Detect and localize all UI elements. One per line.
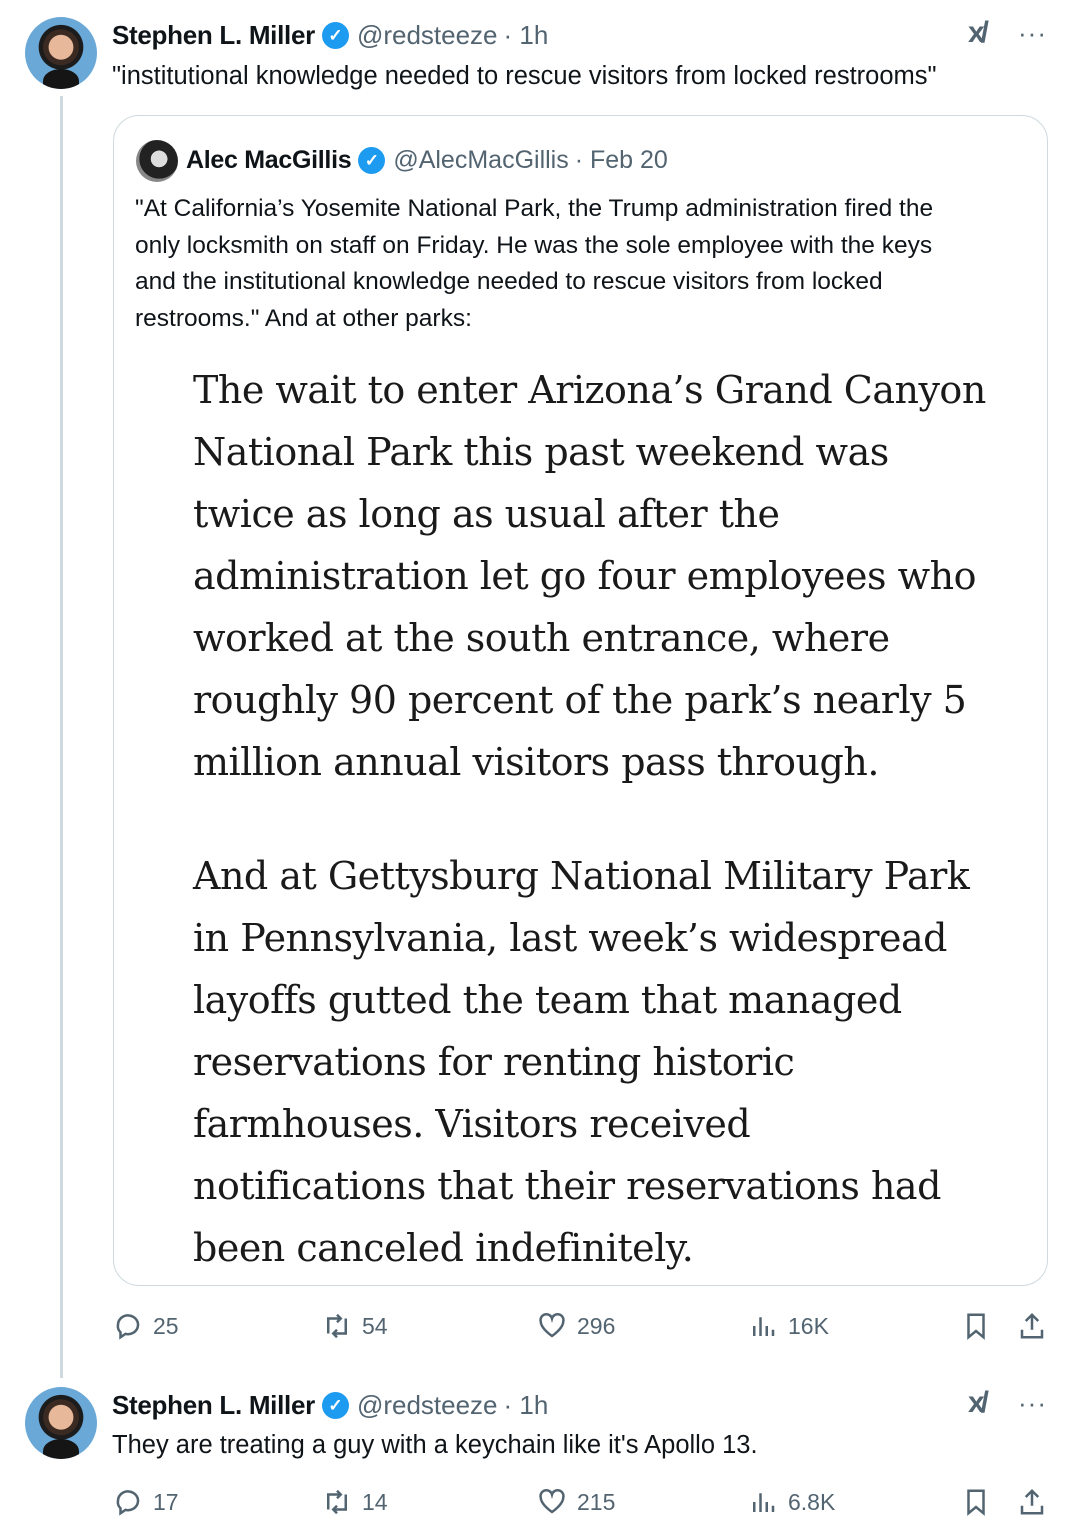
verified-icon: ✓ [322,1392,349,1419]
quote-line: restrooms." And at other parks: [135,304,472,332]
excerpt-line: worked at the south entrance, where [193,616,890,660]
excerpt-line: roughly 90 percent of the park’s nearly 5 [193,678,967,722]
reply-count: 17 [153,1488,179,1515]
heart-icon [537,1311,567,1341]
quote-line: and the institutional knowledge needed to rescue visitors from locked [135,268,883,295]
repost-button[interactable] [322,1311,388,1341]
quote-line: only locksmith on staff on Friday. He was the sole employee with the keys [135,231,933,259]
excerpt-line: been canceled indefinitely. [193,1226,694,1270]
views-button[interactable] [748,1311,829,1341]
repost-count: 14 [362,1488,388,1515]
quote-line: "At California’s Yosemite National Park, the Trump administration fired the [135,195,934,222]
reply-icon [113,1311,143,1341]
quote-timestamp: · Feb 20 [574,146,668,174]
more-icon[interactable]: ··· [1018,1388,1047,1418]
quote-author-name: Alec MacGillis [186,146,352,174]
reply-button[interactable] [113,1311,179,1341]
quote-author-handle: @AlecMacGillis [393,146,569,174]
like-count: 215 [577,1488,616,1515]
excerpt-line: layoffs gutted the team that managed [193,978,902,1022]
author-name[interactable]: Stephen L. Miller [112,20,315,50]
like-button[interactable] [537,1311,615,1341]
views-count: 6.8K [788,1488,836,1515]
tweet-text: "institutional knowledge needed to rescue visitors from locked restrooms" [112,62,937,90]
quote-header [186,146,668,175]
repost-count: 54 [362,1312,388,1339]
author-name[interactable]: Stephen L. Miller [112,1390,315,1420]
quote-text [135,191,933,337]
quoted-tweet[interactable] [113,115,1048,1286]
thread-line [60,96,63,1378]
timestamp[interactable]: · 1h [503,1390,549,1420]
excerpt-line: The wait to enter Arizona’s Grand Canyon [193,368,986,412]
grok-icon[interactable]: x/ [968,16,986,49]
bookmark-button[interactable] [961,1311,991,1341]
share-icon [1017,1487,1047,1517]
excerpt-line: reservations for renting historic [193,1040,795,1084]
excerpt-line: notifications that their reservations had [193,1164,941,1208]
views-icon [748,1311,778,1341]
more-icon[interactable]: ··· [1018,18,1047,48]
bookmark-icon [961,1487,991,1517]
reply-count: 25 [153,1312,179,1339]
author-handle[interactable]: @redsteeze [356,20,498,50]
author-handle[interactable]: @redsteeze [356,1390,498,1420]
share-button[interactable] [1017,1487,1047,1517]
views-icon [748,1487,778,1517]
heart-icon [537,1487,567,1517]
verified-icon: ✓ [322,22,349,49]
excerpt-line: And at Gettysburg National Military Park [193,854,970,898]
share-button[interactable] [1017,1311,1047,1341]
repost-icon [322,1311,352,1341]
repost-icon [322,1487,352,1517]
bookmark-button[interactable] [961,1487,991,1517]
quote-image-article-excerpt[interactable] [193,359,986,1279]
excerpt-line: farmhouses. Visitors received [193,1102,751,1146]
tweet-text: They are treating a guy with a keychain like it's Apollo 13. [112,1431,758,1459]
views-button[interactable] [748,1487,835,1517]
avatar[interactable] [25,1387,97,1459]
tweet-header [112,1390,548,1421]
repost-button[interactable] [322,1487,388,1517]
reply-icon [113,1487,143,1517]
avatar[interactable] [25,17,97,89]
bookmark-icon [961,1311,991,1341]
verified-icon: ✓ [358,147,385,174]
excerpt-line: million annual visitors pass through. [193,740,879,784]
tweet-header [112,20,548,51]
excerpt-line: twice as long as usual after the [193,492,780,536]
excerpt-line: National Park this past weekend was [193,430,889,474]
excerpt-line: in Pennsylvania, last week’s widespread [193,916,947,960]
grok-icon[interactable]: x/ [968,1386,986,1419]
excerpt-line: administration let go four employees who [193,554,976,598]
views-count: 16K [788,1312,829,1339]
reply-button[interactable] [113,1487,179,1517]
share-icon [1017,1311,1047,1341]
quote-avatar [136,140,178,182]
like-count: 296 [577,1312,616,1339]
timestamp[interactable]: · 1h [503,20,549,50]
like-button[interactable] [537,1487,615,1517]
